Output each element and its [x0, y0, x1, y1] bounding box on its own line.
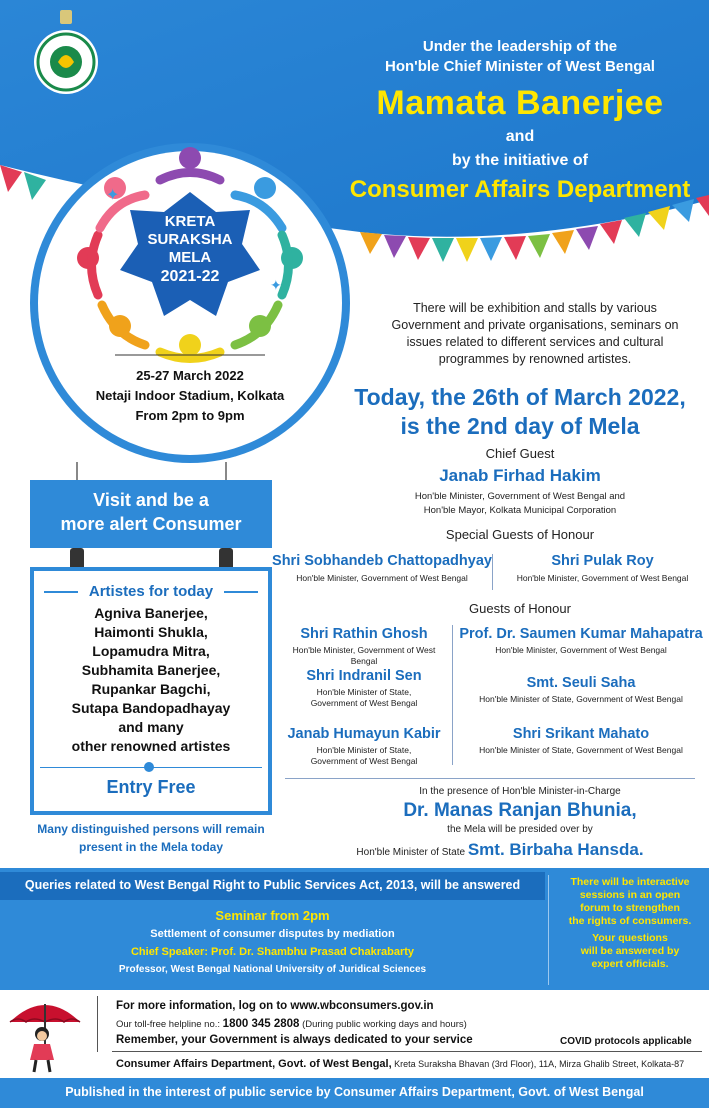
- artist-name: Subhamita Banerjee,: [81, 662, 221, 678]
- west-bengal-emblem: [30, 8, 102, 96]
- exhibition-line: programmes by renowned artistes.: [438, 352, 632, 366]
- divider: [97, 996, 98, 1052]
- chief-guest-name: Janab Firhad Hakim: [439, 466, 601, 485]
- guest-name: Smt. Seuli Saha: [526, 675, 636, 691]
- interactive-line: will be answered by: [580, 945, 680, 957]
- interactive-line: expert officials.: [591, 958, 669, 970]
- interactive-line: forum to strengthen: [580, 902, 680, 914]
- guest-of-honour: [456, 675, 706, 705]
- interactive-line: sessions in an open: [579, 889, 681, 901]
- guest-role: Hon'ble Minister of State,: [316, 745, 412, 755]
- minister-in-charge-name: Dr. Manas Ranjan Bhunia,: [403, 800, 637, 821]
- department-name: Consumer Affairs Department: [349, 176, 691, 203]
- exhibition-description: [372, 300, 698, 368]
- event-venue: Netaji Indoor Stadium, Kolkata: [95, 388, 285, 403]
- guest-role: Government of West Bengal: [310, 698, 418, 708]
- logo-line-2: SURAKSHA: [147, 231, 233, 248]
- hanger-line: [225, 462, 227, 480]
- artist-name: Haimonti Shukla,: [94, 624, 208, 640]
- today-heading-line-1: Today, the 26th of March 2022,: [354, 384, 686, 410]
- artist-name: Sutapa Bandopadhayay: [71, 700, 231, 716]
- chief-speaker: Chief Speaker: Prof. Dr. Shambhu Prasad Chakrabarty: [130, 946, 415, 958]
- exhibition-line: Government and private organisations, seminars on: [391, 318, 679, 332]
- guest-of-honour: [280, 726, 448, 767]
- address-department: Consumer Affairs Department, Govt. of West Bengal,: [116, 1058, 392, 1070]
- logo-line-4: 2021-22: [160, 268, 220, 285]
- guest-name: Shri Indranil Sen: [306, 668, 422, 684]
- artist-name: and many: [118, 719, 184, 735]
- guest-role: Hon'ble Minister of State, Government of West Bengal: [479, 694, 683, 704]
- address-text: Kreta Suraksha Bhavan (3rd Floor), 11A, Mirza Ghalib Street, Kolkata-87: [394, 1059, 685, 1069]
- visit-line-2: more alert Consumer: [60, 514, 242, 534]
- divider: [285, 778, 695, 779]
- leadership-line-2: Hon'ble Chief Minister of West Bengal: [385, 58, 655, 75]
- guest-name: Shri Srikant Mahato: [512, 726, 650, 742]
- interactive-line: the rights of consumers.: [568, 915, 692, 927]
- sparkle-icon: ✦: [106, 187, 120, 204]
- artist-name: other renowned artistes: [71, 738, 231, 754]
- guest-role: Hon'ble Minister, Government of West Bengal: [516, 573, 689, 583]
- distinguished-line-2: present in the Mela today: [78, 840, 224, 854]
- helpline-suffix: (During public working days and hours): [302, 1019, 467, 1030]
- guest-role: Hon'ble Minister of State, Government of West Bengal: [479, 745, 683, 755]
- presided-by-line: [290, 840, 709, 860]
- guest-name: Janab Humayun Kabir: [287, 726, 441, 742]
- presided-name: Smt. Birbaha Hansda.: [467, 840, 644, 859]
- guest-of-honour: [280, 668, 448, 709]
- seminar-title: Seminar from 2pm: [215, 908, 330, 923]
- helpline-line: [116, 1018, 467, 1030]
- interactive-line: Your questions: [592, 932, 668, 944]
- divider: [112, 1051, 702, 1052]
- artistes-title: Artistes for today: [88, 583, 214, 600]
- divider: [492, 554, 493, 590]
- more-info-line: For more information, log on to www.wbconsumers.gov.in: [116, 1000, 434, 1012]
- published-text: Published in the interest of public service by Consumer Affairs Department, Govt. of West Bengal: [65, 1085, 644, 1099]
- today-heading-line-2: is the 2nd day of Mela: [400, 413, 640, 439]
- logo-line-3: MELA: [168, 249, 212, 266]
- exhibition-line: issues related to different services and cultural: [406, 335, 664, 349]
- presence-label: In the presence of Hon'ble Minister-in-Charge: [419, 786, 621, 797]
- guest-of-honour: [456, 726, 706, 756]
- chief-minister-name: Mamata Banerjee: [376, 84, 664, 122]
- and-text: and: [505, 128, 535, 145]
- divider: [452, 625, 453, 765]
- guest-name: Prof. Dr. Saumen Kumar Mahapatra: [459, 626, 703, 642]
- artist-name: Lopamudra Mitra,: [92, 643, 210, 659]
- seminar-topic: Settlement of consumer disputes by mediation: [150, 928, 395, 940]
- guest-role: Hon'ble Minister, Government of West Bengal: [296, 573, 468, 583]
- presided-role: Hon'ble Minister of State: [356, 847, 466, 858]
- special-guests-label: Special Guests of Honour: [445, 527, 595, 542]
- guest-name: Shri Pulak Roy: [551, 553, 654, 569]
- queries-text: Queries related to West Bengal Right to Public Services Act, 2013, will be answered: [24, 878, 521, 892]
- speaker-role: Professor, West Bengal National University of Juridical Sciences: [118, 964, 427, 975]
- exhibition-line: There will be exhibition and stalls by various: [413, 301, 657, 315]
- event-dates: 25-27 March 2022: [136, 368, 244, 383]
- guest-role: Government of West Bengal: [310, 756, 418, 766]
- event-time: From 2pm to 9pm: [135, 408, 245, 423]
- initiative-text: by the initiative of: [451, 152, 588, 169]
- guest-name: Shri Sobhandeb Chattopadhyay: [272, 553, 492, 569]
- hanger-line: [76, 462, 78, 480]
- helpline-number: 1800 345 2808: [222, 1018, 300, 1030]
- logo-line-1: KRETA: [164, 213, 216, 230]
- presided-text: the Mela will be presided over by: [447, 824, 593, 835]
- chief-guest-role: Hon'ble Mayor, Kolkata Municipal Corporation: [423, 505, 617, 516]
- leadership-line-1: Under the leadership of the: [422, 38, 618, 55]
- artist-name: Agniva Banerjee,: [94, 605, 208, 621]
- sparkle-icon: ✦: [270, 277, 282, 293]
- covid-notice: COVID protocols applicable: [560, 1036, 692, 1047]
- entry-free: Entry Free: [106, 777, 196, 797]
- visit-line-1: Visit and be a: [93, 490, 209, 510]
- guest-of-honour: [456, 626, 706, 656]
- chief-guest-label: Chief Guest: [485, 446, 555, 461]
- address-line: [116, 1058, 684, 1070]
- artist-name: Rupankar Bagchi,: [91, 681, 211, 697]
- guests-of-honour-label: Guests of Honour: [469, 601, 571, 616]
- guest-role: Hon'ble Minister, Government of West Bengal: [495, 645, 667, 655]
- dedicated-line: Remember, your Government is always dedicated to your service: [116, 1034, 473, 1046]
- special-guest-1: [272, 553, 492, 584]
- guest-role: Hon'ble Minister, Government of West Bengal: [292, 645, 436, 666]
- divider: [548, 875, 549, 985]
- interactive-sessions-text: [556, 876, 704, 971]
- guest-name: Shri Rathin Ghosh: [300, 626, 428, 642]
- guest-of-honour: [280, 626, 448, 667]
- interactive-line: There will be interactive: [570, 876, 690, 888]
- guest-role: Hon'ble Minister of State,: [316, 687, 412, 697]
- umbrella-girl-mascot-icon: [6, 994, 84, 1074]
- divider-dot: [144, 762, 154, 772]
- distinguished-line-1: Many distinguished persons will remain: [37, 822, 265, 836]
- helpline-prefix: Our toll-free helpline no.:: [116, 1019, 221, 1030]
- special-guest-2: [500, 553, 705, 584]
- chief-guest-role: Hon'ble Minister, Government of West Bengal and: [414, 491, 626, 502]
